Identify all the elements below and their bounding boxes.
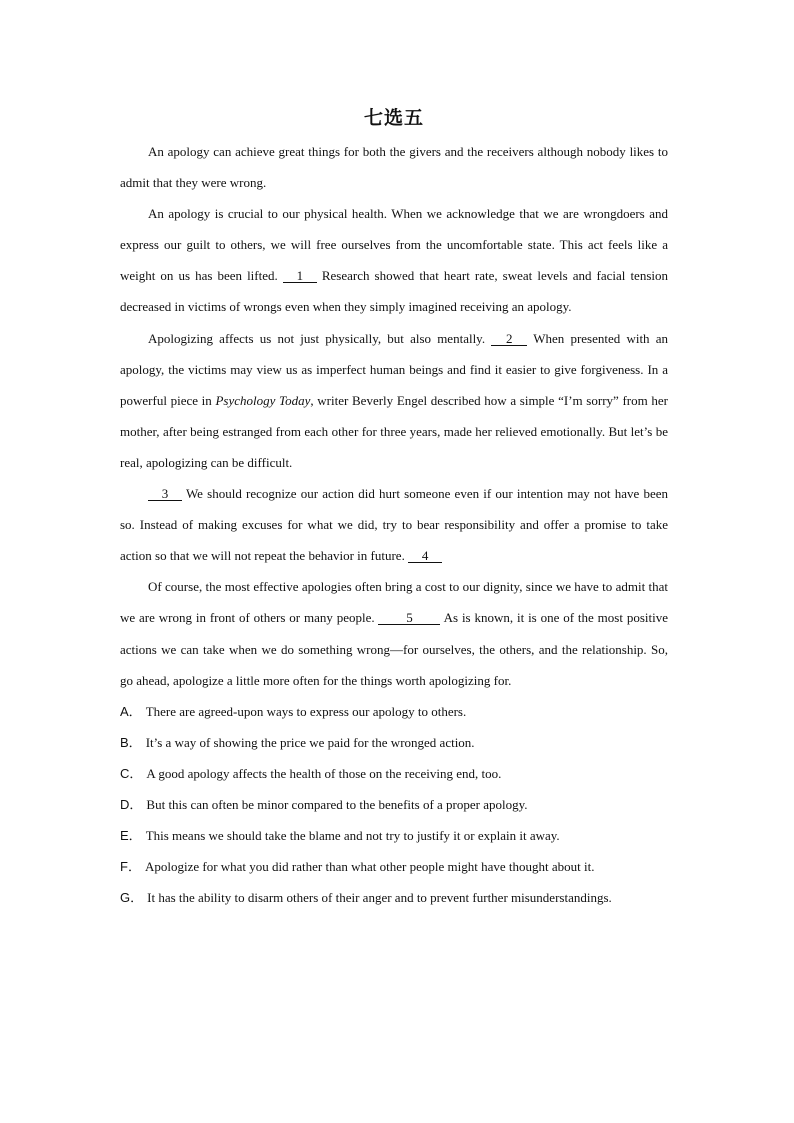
option-letter: F bbox=[120, 859, 128, 875]
option-c[interactable] bbox=[120, 758, 668, 789]
paragraph-text: Of course, the most effective apologies often bring a cost to our dignity, since we have to admit that we are wrong in front of others or many people. bbox=[120, 579, 668, 626]
option-letter: C bbox=[120, 765, 130, 781]
answer-blank-3[interactable]: 3 bbox=[148, 487, 182, 501]
paragraph-text: When presented with an apology, the victims may view us as imperfect human beings and find it easier to give forgiveness. In a powerful piece in bbox=[120, 330, 669, 408]
answer-blank-2[interactable]: 2 bbox=[491, 332, 527, 346]
option-text: But this can often be minor compared to the benefits of a proper apology. bbox=[146, 796, 528, 812]
option-letter: D bbox=[120, 796, 130, 812]
paragraph-mental-health bbox=[120, 323, 668, 478]
option-separator: ． bbox=[128, 734, 142, 750]
answer-blank-5[interactable]: 5 bbox=[378, 611, 440, 625]
paragraph-text: Apologizing affects us not just physically, but also mentally. bbox=[148, 330, 492, 346]
paragraph-text: Research showed that heart rate, sweat levels and facial tension decreased in victims of wrongs even when they simply imagined receiving an apology. bbox=[120, 268, 668, 315]
document-page bbox=[120, 100, 668, 913]
paragraph-responsibility bbox=[120, 478, 668, 571]
option-separator: ． bbox=[127, 859, 141, 875]
option-a[interactable] bbox=[120, 696, 668, 727]
option-e[interactable] bbox=[120, 820, 668, 851]
paragraph-text: An apology can achieve great things for both the givers and the receivers although nobody likes to admit that they were wrong. bbox=[120, 144, 668, 191]
option-separator: ． bbox=[129, 765, 143, 781]
option-letter: G bbox=[120, 890, 131, 906]
option-separator: ． bbox=[128, 828, 142, 844]
answer-blank-4[interactable]: 4 bbox=[408, 549, 442, 563]
paragraph-physical-health bbox=[120, 198, 668, 322]
option-f[interactable] bbox=[120, 851, 668, 882]
paragraph-text: , writer Beverly Engel described how a simple “I’m sorry” from her mother, after being estranged from each other for three years, made her relieved emotionally. But let’s be real, apologizing can be difficult. bbox=[120, 392, 669, 470]
magazine-title: Psychology Today bbox=[215, 392, 311, 408]
option-g[interactable] bbox=[120, 882, 668, 913]
option-text: It’s a way of showing the price we paid for the wronged action. bbox=[145, 734, 475, 750]
answer-blank-1[interactable]: 1 bbox=[283, 269, 317, 283]
option-text: There are agreed-upon ways to express our apology to others. bbox=[145, 703, 467, 719]
option-separator: ． bbox=[128, 703, 142, 719]
option-letter: A bbox=[120, 703, 129, 719]
option-text: Apologize for what you did rather than what other people might have thought about it. bbox=[144, 859, 595, 875]
option-letter: B bbox=[120, 734, 129, 750]
page-title: 七选五 bbox=[363, 107, 424, 129]
option-letter: E bbox=[120, 828, 129, 844]
option-separator: ． bbox=[129, 796, 143, 812]
option-text: A good apology affects the health of those on the receiving end, too. bbox=[146, 765, 502, 781]
option-b[interactable] bbox=[120, 727, 668, 758]
option-text: This means we should take the blame and not try to justify it or explain it away. bbox=[145, 828, 560, 844]
answer-options-list bbox=[120, 696, 668, 914]
option-d[interactable] bbox=[120, 789, 668, 820]
paragraph-intro bbox=[120, 136, 668, 198]
paragraph-text: As is known, it is one of the most positive actions we can take when we do something wrong—for ourselves, the others, and the relationship. So, go ahead, apologize a little more often for the things worth apologizing for. bbox=[120, 610, 668, 688]
paragraph-conclusion bbox=[120, 571, 668, 695]
paragraph-text: We should recognize our action did hurt someone even if our intention may not have been so. Instead of making excuses for what we did, try to bear responsibility and offer a promise to take action so that we will not repeat the behavior in future. bbox=[120, 486, 668, 564]
option-separator: ． bbox=[130, 890, 144, 906]
paragraph-text: An apology is crucial to our physical health. When we acknowledge that we are wrongdoers and express our guilt to others, we will free ourselves from the uncomfortable state. This act feels like a weight on us has been lifted. bbox=[120, 206, 668, 284]
option-text: It has the ability to disarm others of their anger and to prevent further misunderstandings. bbox=[147, 890, 612, 906]
